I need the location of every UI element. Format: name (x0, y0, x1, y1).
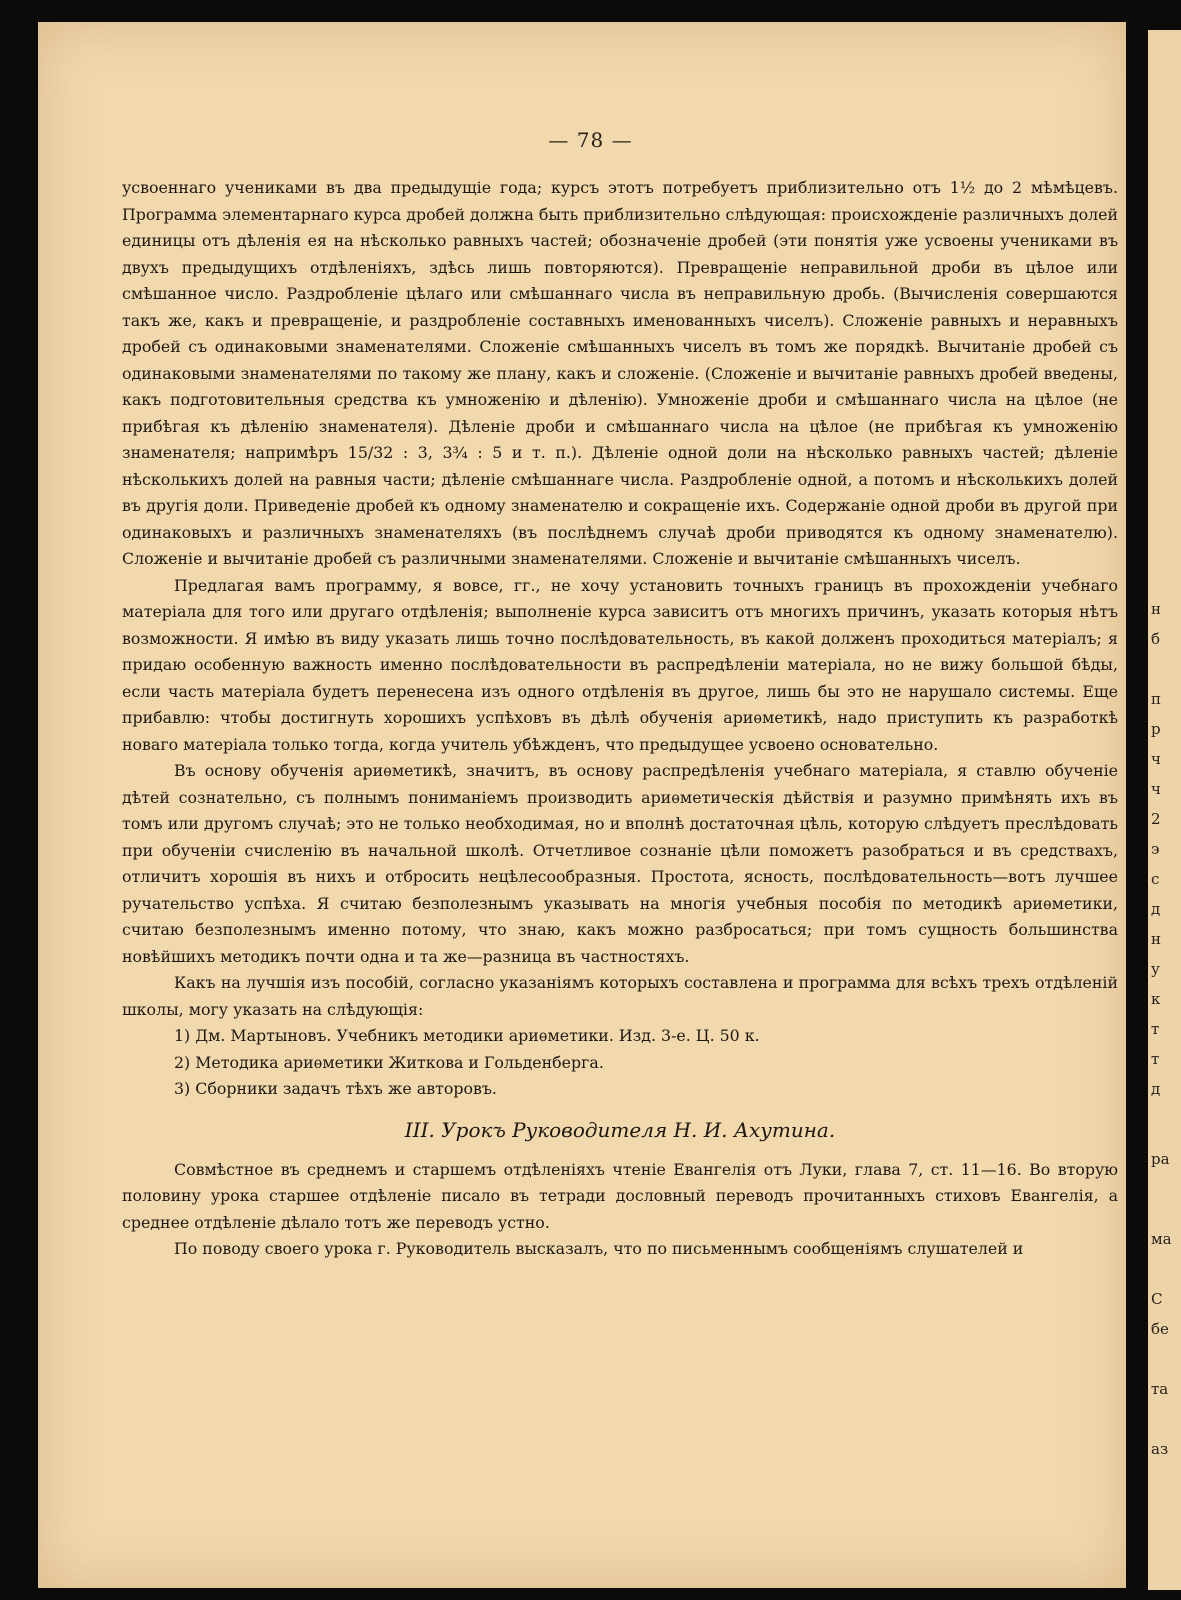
adjacent-page-edge (1148, 30, 1181, 1590)
list-item: 1) Дм. Мартыновъ. Учебникъ методики ариѳметики. Изд. 3-е. Ц. 50 к. (174, 1026, 760, 1045)
edge-fragment: п (1151, 690, 1161, 708)
edge-fragment: д (1151, 900, 1161, 918)
section-heading: III. Урокъ Руководителя Н. И. Ахутина. (404, 1117, 836, 1142)
edge-fragment: б (1151, 630, 1161, 648)
paragraph: усвоеннаго учениками въ два предыдущіе года; курсъ этотъ потребуетъ приблизительно отъ 1½ до 2 мѣмѣцевъ. Программа элементарнаго курса дробей должна быть приблизительно слѣдующая: происхожденіе различныхъ долей единицы отъ дѣленія ея на нѣсколько равныхъ частей; обозначеніе дробей (эти понятія уже усвоены учениками въ двухъ предыдущихъ отдѣленіяхъ, здѣсь лишь повторяются). Превращеніе неправильной дроби въ цѣлое или смѣшанное число. Раздробленіе цѣлаго или смѣшаннаго числа въ неправильную дробь. (Вычисленія совершаются такъ же, какъ и превращеніе, и раздробленіе составныхъ именованныхъ чиселъ). Сложеніе равныхъ и неравныхъ дробей съ одинаковыми знаменателями. Сложеніе смѣшанныхъ чиселъ въ томъ же порядкѣ. Вычитаніе дробей съ одинаковыми знаменателями по такому же плану, какъ и сложеніе. (Сложеніе и вычитаніе равныхъ дробей введены, какъ подготовительныя средства къ умноженію и дѣленію). Умноженіе дроби и смѣшаннаго числа на цѣлое (не прибѣгая къ дѣленію знаменателя). Дѣленіе дроби и смѣшаннаго числа на цѣлое (не прибѣгая къ умноженію знаменателя; напримѣръ 15/32 : 3, 3¾ : 5 и т. п.). Дѣленіе одной доли на нѣсколько равныхъ частей; дѣленіе нѣсколькихъ долей на равныя части; дѣленіе смѣшаннаге числа. Раздробленіе одной, а потомъ и нѣсколькихъ долей въ другія доли. Приведеніе дробей къ одному знаменателю и сокращеніе ихъ. Содержаніе одной дроби въ другой при одинаковыхъ и различныхъ знаменателяхъ (въ послѣднемъ случаѣ дроби приводятся къ одному знаменателю). Сложеніе и вычитаніе дробей съ различными знаменателями. Сложеніе и вычитаніе смѣшанныхъ чиселъ. (122, 178, 1118, 568)
edge-fragment: ч (1151, 780, 1161, 798)
edge-fragment: д (1151, 1080, 1161, 1098)
paragraph: Въ основу обученія ариѳметикѣ, значитъ, въ основу распредѣленія учебнаго матеріала, я ставлю обученіе дѣтей сознательно, съ полнымъ пониманіемъ производить ариѳметическія дѣйствія и разумно примѣнять ихъ въ томъ или другомъ случаѣ; это не только необходимая, но и вполнѣ достаточная цѣль, которую слѣдуетъ преслѣдовать при обученіи счисленію въ начальной школѣ. Отчетливое сознаніе цѣли поможетъ разобраться и въ средствахъ, отличитъ хорошія въ нихъ и отбросить нецѣлесообразныя. Простота, ясность, послѣдовательность—вотъ лучшее ручательство успѣха. Я считаю безполезнымъ указывать на многія учебныя пособія по методикѣ ариѳметики, считаю безполезнымъ именно потому, что знаю, какъ можно разбросаться; при томъ сущность большинства новѣйшихъ методикъ почти одна и та же—разница въ частностяхъ. (122, 761, 1118, 966)
edge-fragment: у (1151, 960, 1160, 978)
edge-fragment: ра (1151, 1150, 1170, 1168)
paragraph: Какъ на лучшія изъ пособій, согласно указаніямъ которыхъ составлена и программа для всѣхъ трехъ отдѣленій школы, могу указать на слѣдующія: (122, 973, 1118, 1019)
list-item: 2) Методика ариѳметики Житкова и Гольденберга. (174, 1052, 604, 1072)
body-text (122, 175, 1118, 1263)
edge-fragment: 2 (1151, 810, 1161, 828)
edge-fragment: т (1151, 1050, 1160, 1068)
paragraph: По поводу своего урока г. Руководитель высказалъ, что по письменнымъ сообщеніямъ слушателей и (174, 1239, 1024, 1258)
edge-fragment: бе (1151, 1320, 1169, 1338)
edge-fragment: р (1151, 720, 1161, 738)
paragraph: Предлагая вамъ программу, я вовсе, гг., не хочу установить точныхъ границъ въ прохожденіи учебнаго матеріала для того или другаго отдѣленія; выполненіе курса зависитъ отъ многихъ причинъ, указать которыя нѣтъ возможности. Я имѣю въ виду указать лишь точно послѣдовательность, въ какой долженъ проходиться матеріалъ; я придаю особенную важность именно послѣдовательности въ распредѣленіи матеріала, но не вижу большой бѣды, если часть матеріала будетъ перенесена изъ одного отдѣленія въ другое, лишь бы это не нарушало системы. Еще прибавлю: чтобы достигнуть хорошихъ успѣховъ въ дѣлѣ обученія ариѳметикѣ, надо приступить къ разработкѣ новаго матеріала только тогда, когда учитель убѣжденъ, что предыдущее усвоено основательно. (122, 575, 1118, 754)
edge-fragment: аз (1151, 1440, 1169, 1458)
edge-fragment: С (1151, 1290, 1163, 1308)
paragraph: Совмѣстное въ среднемъ и старшемъ отдѣленіяхъ чтеніе Евангелія отъ Луки, глава 7, ст. 11—16. Во вторую половину урока старшее отдѣленіе писало въ тетради дословный переводъ прочитанныхъ стиховъ Евангелія, а среднее отдѣленіе дѣлало тотъ же переводъ устно. (122, 1159, 1118, 1232)
page-number: — 78 — (548, 128, 633, 152)
edge-fragment: к (1151, 990, 1161, 1008)
edge-fragment: та (1151, 1380, 1169, 1398)
edge-fragment: ч (1151, 750, 1161, 768)
edge-fragment: э (1151, 840, 1160, 858)
edge-fragment: н (1151, 930, 1161, 948)
edge-fragment: ма (1151, 1230, 1172, 1248)
reference-list (122, 1023, 1118, 1103)
list-item: 3) Сборники задачъ тѣхъ же авторовъ. (174, 1079, 497, 1098)
edge-fragment: н (1151, 600, 1161, 618)
edge-fragment: т (1151, 1020, 1160, 1038)
edge-fragment: с (1151, 870, 1160, 888)
